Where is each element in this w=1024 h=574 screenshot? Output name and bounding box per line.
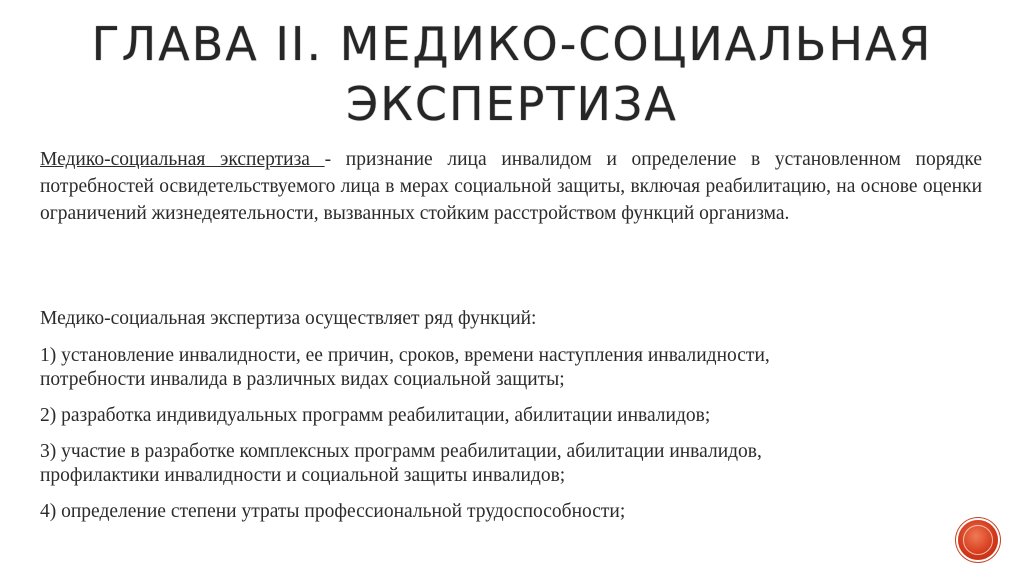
list-item — [40, 500, 990, 524]
list-item-line: 3) участие в разработке комплексных программ реабилитации, абилитации инвалидов, — [40, 441, 762, 462]
next-slide-circle-icon[interactable] — [958, 520, 998, 560]
list-item — [40, 404, 990, 428]
list-item — [40, 440, 990, 488]
list-item — [40, 344, 990, 392]
slide-title-line-1: ГЛАВА II. МЕДИКО-СОЦИАЛЬНАЯ — [91, 17, 933, 71]
slide-title-line-2: ЭКСПЕРТИЗА — [346, 77, 678, 131]
list-item-line: 1) установление инвалидности, ее причин, сроков, времени наступления инвалидности, — [40, 345, 770, 366]
functions-intro: Медико-социальная экспертиза осуществляет ряд функций: — [40, 308, 537, 329]
functions-list — [40, 344, 990, 536]
slide-title — [0, 14, 1024, 134]
list-item-line: профилактики инвалидности и социальной защиты инвалидов; — [40, 465, 566, 486]
list-item-line: 2) разработка индивидуальных программ реабилитации, абилитации инвалидов; — [40, 405, 711, 426]
list-item-line: потребности инвалида в различных видах социальной защиты; — [40, 369, 565, 390]
definition-term: Медико-социальная экспертиза — [40, 149, 325, 170]
definition-text: - признание лица инвалидом и определение в установленном порядке потребностей освидетельствуемого лица в мерах социальной защиты, включая реабилитацию, на основе оценки ограничений жизнедеятельности, вызванных стойким расстройством функций организма. — [40, 149, 982, 224]
definition-paragraph — [40, 146, 982, 227]
list-item-line: 4) определение степени утраты профессиональной трудоспособности; — [40, 501, 626, 522]
